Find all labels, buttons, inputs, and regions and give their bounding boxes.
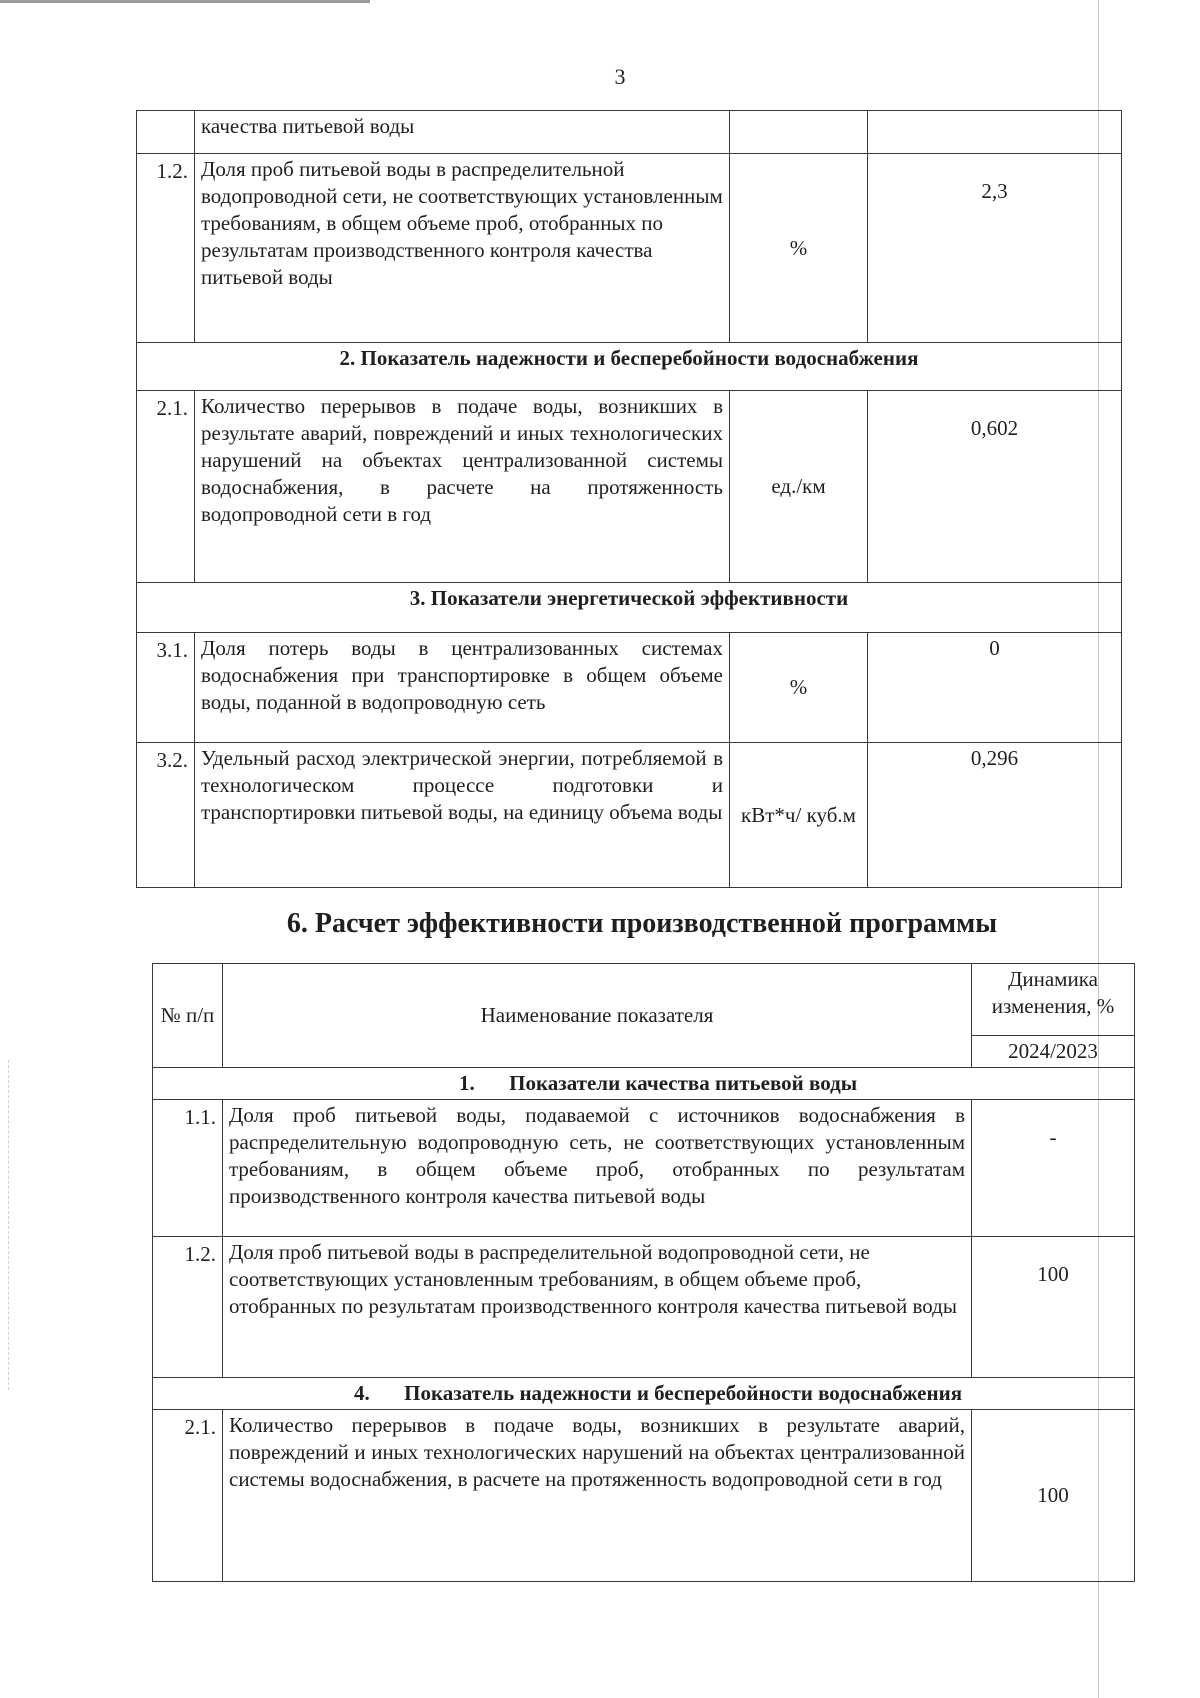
indicators-table: [136, 110, 1122, 888]
scan-edge-top: [0, 0, 370, 3]
value-cell: 0,602: [868, 391, 1122, 583]
section-label: Показатели качества питьевой воды: [509, 1071, 858, 1095]
dynamics-value: 100: [972, 1410, 1135, 1582]
section-row: [137, 343, 1122, 391]
dynamics-value: -: [972, 1100, 1135, 1237]
scan-edge-left: [8, 1060, 10, 1390]
row-number: 2.1.: [153, 1410, 223, 1582]
unit-cell: %: [730, 154, 868, 343]
indicator-name: Доля потерь воды в централизованных системах водоснабжения при транспортировке в общем объеме воды, поданной в водопроводную сеть: [195, 633, 730, 743]
row-number: 3.1.: [137, 633, 195, 743]
section-row: [153, 1378, 1135, 1410]
unit-cell: ед./км: [730, 391, 868, 583]
table-row: [137, 743, 1122, 888]
table-row: [137, 391, 1122, 583]
section-number: 3.: [409, 586, 426, 610]
unit-cell: %: [730, 633, 868, 743]
page-number: 3: [614, 64, 626, 89]
section-6-title: 6. Расчет эффективности производственной программы: [286, 908, 998, 939]
efficiency-table: [152, 963, 1135, 1582]
section-label: Показатель надежности и бесперебойности водоснабжения: [360, 346, 919, 370]
value-cell: 2,3: [868, 154, 1122, 343]
row-number: 2.1.: [137, 391, 195, 583]
section-heading: [137, 583, 1122, 633]
section-label: Показатели энергетической эффективности: [430, 586, 849, 610]
row-number: 1.2.: [153, 1237, 223, 1378]
row-number: 1.1.: [153, 1100, 223, 1237]
header-indicator-name: Наименование показателя: [223, 964, 972, 1068]
unit-cell: кВт*ч/ куб.м: [730, 743, 868, 888]
row-number: 3.2.: [137, 743, 195, 888]
table-row: [153, 1237, 1135, 1378]
table-row: [153, 1100, 1135, 1237]
table-row: [137, 111, 1122, 154]
row-number: [137, 111, 195, 154]
value-cell: [868, 111, 1122, 154]
section-number: 4.: [354, 1381, 370, 1405]
indicator-name: Доля проб питьевой воды в распределительной водопроводной сети, не соответствующих установленным требованиям, в общем объеме проб, отобранных по результатам производственного контроля качества питьевой воды: [223, 1237, 972, 1378]
value-cell: 0: [868, 633, 1122, 743]
table-row: [153, 1410, 1135, 1582]
section-row: [137, 583, 1122, 633]
indicator-name: Количество перерывов в подаче воды, возникших в результате аварий, повреждений и иных технологических нарушений на объектах централизованной системы водоснабжения, в расчете на протяженность водопроводной сети в год: [195, 391, 730, 583]
section-number: 1.: [459, 1071, 475, 1095]
value-cell: 0,296: [868, 743, 1122, 888]
indicator-name: Количество перерывов в подаче воды, возникших в результате аварий, повреждений и иных технологических нарушений на объектах централизованной системы водоснабжения, в расчете на протяженность водопроводной сети в год: [223, 1410, 972, 1582]
indicator-name: Доля проб питьевой воды в распределительной водопроводной сети, не соответствующих установленным требованиям, в общем объеме проб, отобранных по результатам производственного контроля качества питьевой воды: [195, 154, 730, 343]
indicator-name: Удельный расход электрической энергии, потребляемой в технологическом процессе подготовки и транспортировки питьевой воды, на единицу объема воды: [195, 743, 730, 888]
dynamics-value: 100: [972, 1237, 1135, 1378]
header-period: 2024/2023: [972, 1036, 1135, 1068]
section-heading: [153, 1068, 1135, 1100]
table-row: [137, 154, 1122, 343]
row-number: 1.2.: [137, 154, 195, 343]
header-number: № п/п: [153, 964, 223, 1068]
header-dynamics: Динамика изменения, %: [972, 964, 1135, 1036]
table-row: [137, 633, 1122, 743]
section-number: 2.: [339, 346, 356, 370]
unit-cell: [730, 111, 868, 154]
section-label: Показатель надежности и бесперебойности водоснабжения: [404, 1381, 963, 1405]
section-row: [153, 1068, 1135, 1100]
header-row: [153, 964, 1135, 1036]
indicator-name: Доля проб питьевой воды, подаваемой с источников водоснабжения в распределительную водопроводную сеть, не соответствующих установленным требованиям, в общем объеме проб, отобранных по результатам производственного контроля качества питьевой воды: [223, 1100, 972, 1237]
section-heading: [153, 1378, 1135, 1410]
section-heading: [137, 343, 1122, 391]
indicator-name: качества питьевой воды: [195, 111, 730, 154]
